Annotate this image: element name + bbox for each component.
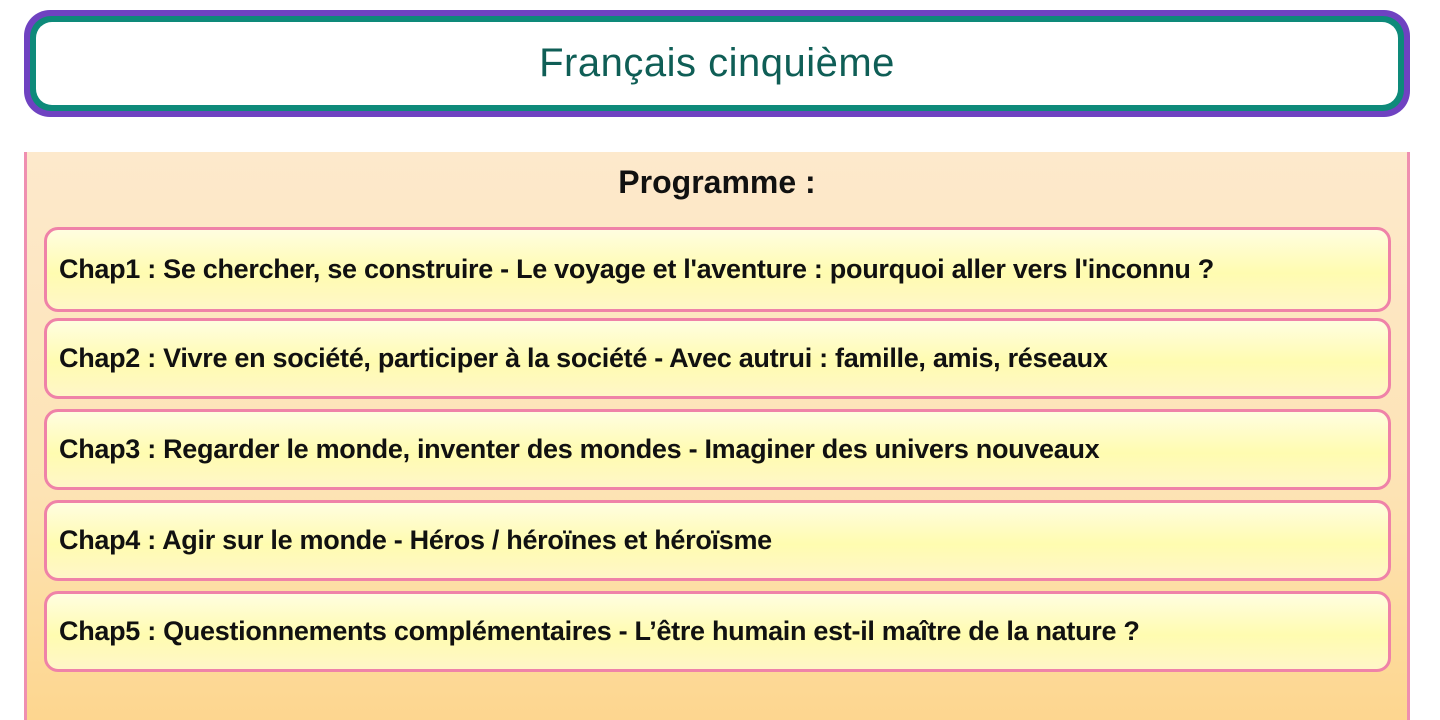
chapter-button-5[interactable] [44, 591, 1391, 672]
title-banner [24, 10, 1410, 117]
chapter-label: Chap2 : Vivre en société, participer à la société - Avec autrui : famille, amis, réseaux [59, 343, 1108, 373]
chapter-label: Chap5 : Questionnements complémentaires - L’être humain est-il maître de la nature ? [59, 616, 1140, 646]
chapter-button-3[interactable] [44, 409, 1391, 490]
chapter-button-1[interactable] [44, 227, 1391, 312]
page-title: Français cinquième [539, 41, 895, 85]
chapter-button-4[interactable] [44, 500, 1391, 581]
program-panel [24, 152, 1410, 720]
chapter-label: Chap1 : Se chercher, se construire - Le voyage et l'aventure : pourquoi aller vers l'inconnu ? [59, 254, 1214, 284]
title-banner-body [36, 22, 1398, 105]
chapter-button-2[interactable] [44, 318, 1391, 399]
chapter-label: Chap4 : Agir sur le monde - Héros / héroïnes et héroïsme [59, 525, 772, 555]
title-banner-frame [30, 16, 1404, 111]
chapter-label: Chap3 : Regarder le monde, inventer des mondes - Imaginer des univers nouveaux [59, 434, 1100, 464]
chapter-list [44, 227, 1391, 682]
program-heading: Programme : [618, 164, 816, 200]
